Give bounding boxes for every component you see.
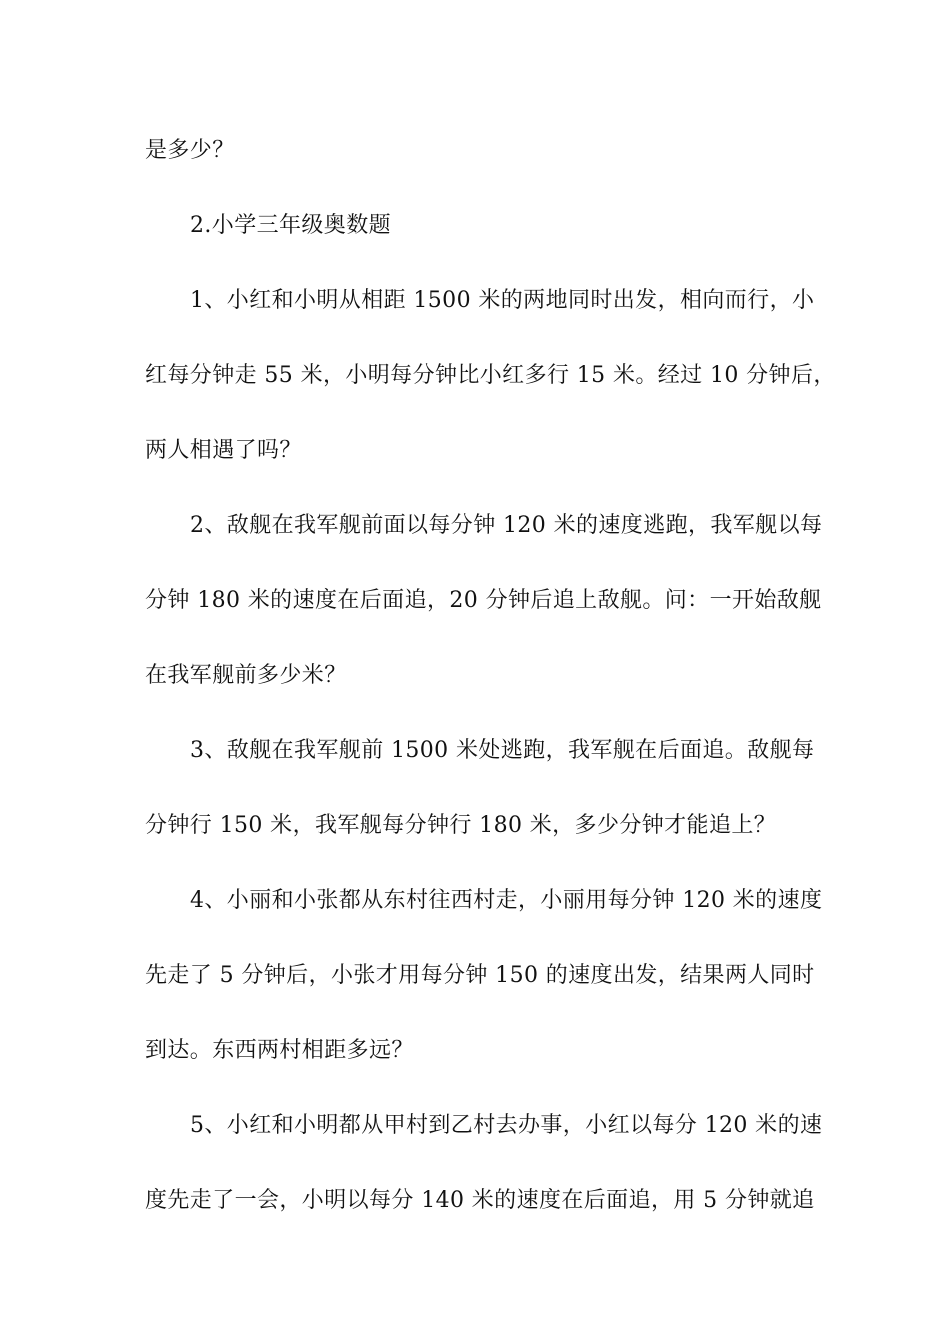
problem-line: 2、敌舰在我军舰前面以每分钟 120 米的速度逃跑，我军舰以每: [190, 513, 823, 538]
problem-line: 两人相遇了吗？: [145, 438, 302, 463]
problem-line: 先走了 5 分钟后，小张才用每分钟 150 的速度出发，结果两人同时: [145, 963, 815, 988]
problem-line: 到达。东西两村相距多远？: [145, 1038, 414, 1063]
problem-line: 4、小丽和小张都从东村往西村走，小丽用每分钟 120 米的速度: [190, 888, 823, 913]
problem-line: 3、敌舰在我军舰前 1500 米处逃跑，我军舰在后面追。敌舰每: [190, 738, 815, 763]
problem-line: 1、小红和小明从相距 1500 米的两地同时出发，相向而行，小: [190, 288, 815, 313]
continuation-text: 是多少？: [145, 138, 235, 163]
problem-line: 在我军舰前多少米？: [145, 663, 347, 688]
problem-line: 5、小红和小明都从甲村到乙村去办事，小红以每分 120 米的速: [190, 1113, 823, 1138]
section-title: 2.小学三年级奥数题: [190, 213, 391, 238]
problem-line: 分钟行 150 米，我军舰每分钟行 180 米，多少分钟才能追上？: [145, 813, 777, 838]
problem-line: 分钟 180 米的速度在后面追，20 分钟后追上敌舰。问：一开始敌舰: [145, 588, 822, 613]
problem-line: 红每分钟走 55 米，小明每分钟比小红多行 15 米。经过 10 分钟后，: [145, 363, 836, 388]
problem-line: 度先走了一会，小明以每分 140 米的速度在后面追，用 5 分钟就追: [145, 1188, 815, 1213]
